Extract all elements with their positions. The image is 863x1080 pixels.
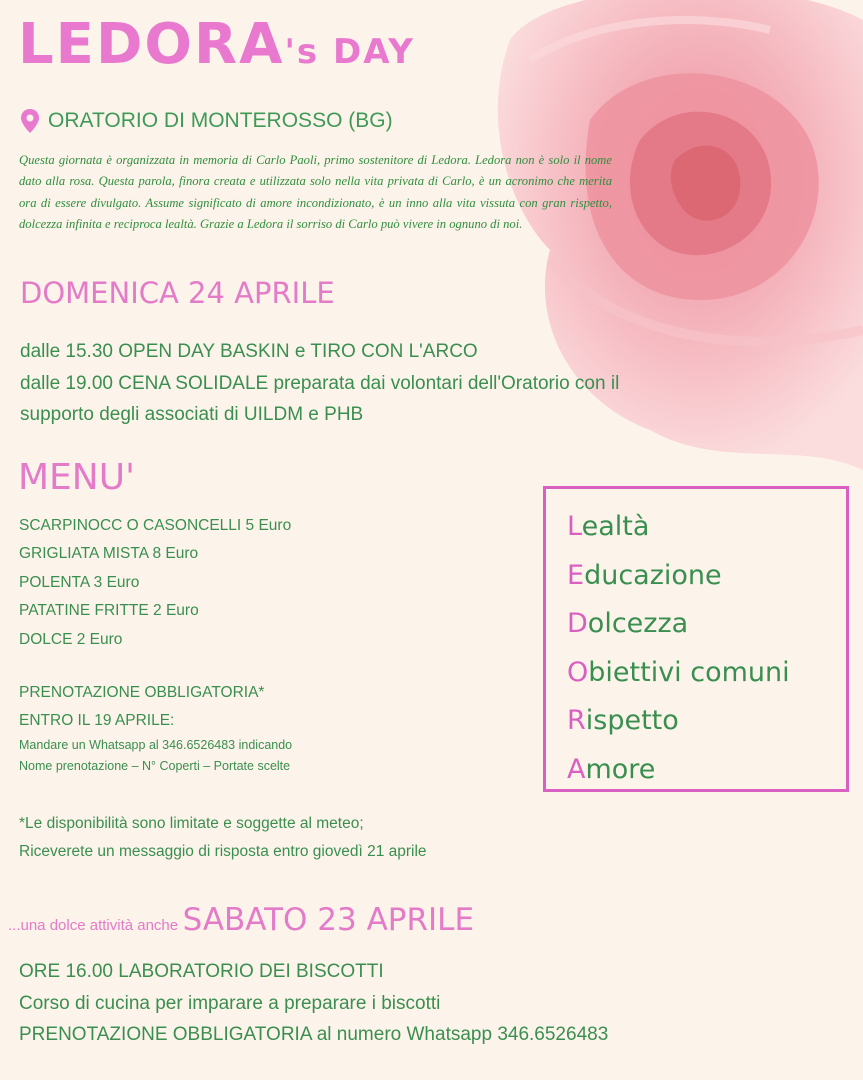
schedule-line: dalle 19.00 CENA SOLIDALE preparata dai volontari dell'Oratorio con il — [20, 372, 620, 394]
menu-item: POLENTA 3 Euro — [19, 573, 140, 591]
acrostic-word: olcezza — [587, 608, 689, 639]
acrostic-word: biettivi comuni — [588, 656, 790, 688]
sunday-heading: DOMENICA 24 APRILE — [20, 276, 335, 310]
schedule-line: ORE 16.00 LABORATORIO DEI BISCOTTI — [19, 961, 384, 982]
acrostic-letter: A — [567, 753, 586, 785]
reservation-deadline: ENTRO IL 19 APRILE: — [19, 712, 175, 729]
acrostic-word: ealtà — [581, 511, 650, 542]
acrostic-letter: O — [567, 656, 589, 688]
schedule-line: PRENOTAZIONE OBBLIGATORIA al numero Whatsapp 346.6526483 — [19, 1024, 609, 1045]
acrostic-row — [567, 600, 846, 649]
menu-list — [19, 512, 291, 654]
saturday-header — [8, 902, 474, 938]
menu-item: DOLCE 2 Euro — [19, 630, 123, 648]
menu-item: PATATINE FRITTE 2 Euro — [19, 602, 199, 620]
schedule-line: supporto degli associati di UILDM e PHB — [20, 404, 364, 425]
saturday-schedule — [19, 956, 608, 1051]
acrostic-row — [567, 746, 846, 795]
intro-paragraph: Questa giornata è organizzata in memoria di Carlo Paoli, primo sostenitore di Ledora. Ledora non è solo il nome dato alla rosa. Questa parola, finora creata e utilizzata solo nella vita privata di Carlo, è un acronimo che merita ora di essere divulgato. Assume significato di amore incondizionato, è un inno alla vita vissuta con gran rispetto, dolcezza infinita e reciproca lealtà. Grazie a Ledora il sorriso di Carlo può vivere in ognuno di noi. — [19, 153, 612, 231]
saturday-lead: ...una dolce attività anche — [8, 917, 179, 934]
disclaimer-line: *Le disponibilità sono limitate e soggette al meteo; — [19, 815, 364, 832]
page-title: LEDORA's DAY — [18, 12, 415, 77]
acrostic-letter: E — [567, 559, 585, 591]
menu-item: GRIGLIATA MISTA 8 Euro — [19, 545, 199, 563]
sunday-schedule — [20, 336, 619, 431]
saturday-heading: SABATO 23 APRILE — [182, 902, 475, 938]
disclaimer-line: Riceverete un messaggio di risposta entro giovedì 21 aprile — [19, 843, 427, 860]
acrostic-word: more — [585, 753, 656, 785]
acrostic-row — [567, 503, 846, 552]
menu-item: SCARPINOCC O CASONCELLI 5 Euro — [19, 517, 292, 534]
acrostic-row — [567, 552, 846, 601]
schedule-line: Corso di cucina per imparare a preparare i biscotti — [19, 992, 441, 1014]
acrostic-letter: D — [567, 608, 588, 639]
reservation-note: Nome prenotazione – N° Coperti – Portate scelte — [19, 759, 291, 773]
acrostic-row — [567, 697, 846, 746]
reservation-line: PRENOTAZIONE OBBLIGATORIA* — [19, 684, 265, 701]
reservation-info — [19, 679, 292, 777]
map-pin-icon — [20, 108, 40, 134]
acrostic-letter: R — [567, 705, 586, 736]
location — [20, 108, 393, 134]
acrostic-word: ducazione — [584, 559, 722, 591]
acrostic-letter: L — [567, 511, 582, 542]
menu-heading: MENU' — [18, 457, 135, 498]
schedule-line: dalle 15.30 OPEN DAY BASKIN e TIRO CON L'ARCO — [20, 341, 478, 362]
acrostic-row — [567, 649, 846, 698]
acrostic-box — [543, 486, 849, 792]
reservation-note: Mandare un Whatsapp al 346.6526483 indicando — [19, 738, 293, 752]
acrostic-word: ispetto — [585, 705, 679, 736]
disclaimer — [19, 810, 519, 866]
location-text: ORATORIO DI MONTEROSSO (BG) — [48, 109, 393, 132]
